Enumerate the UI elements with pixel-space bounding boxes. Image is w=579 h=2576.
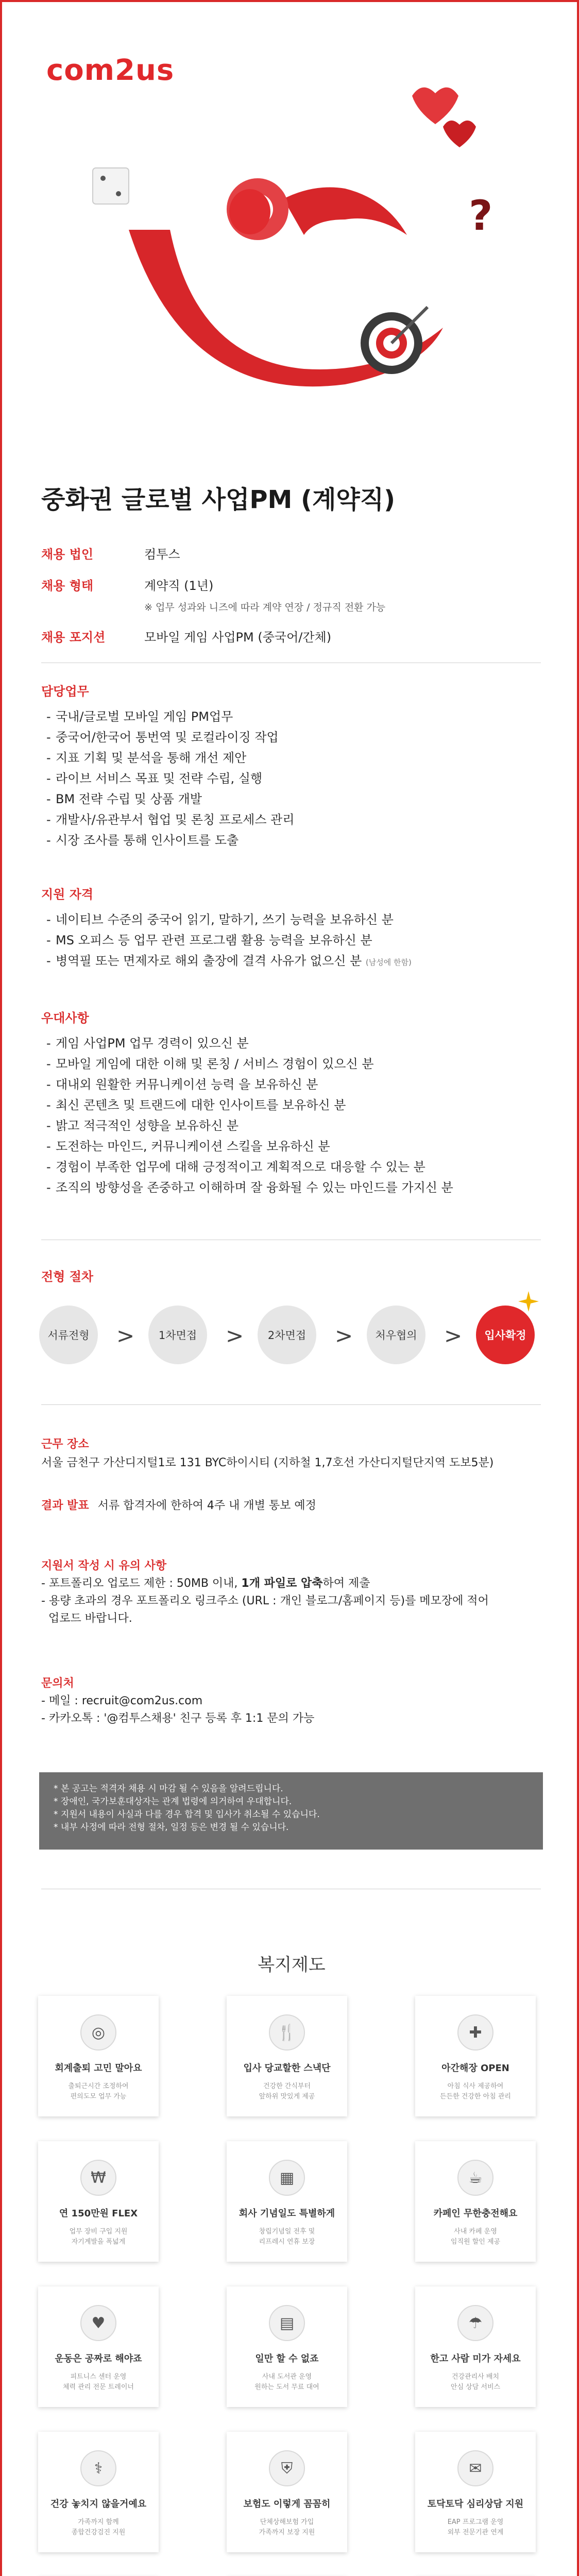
benefit-description-line: 가족까지 함께 [78, 2518, 119, 2526]
calendar-icon: ▦ [269, 2160, 305, 2196]
dumbbell-icon: ♥ [80, 2305, 116, 2341]
list-item: - 네이티브 수준의 중국어 읽기, 말하기, 쓰기 능력을 보유하신 분 [41, 909, 546, 930]
benefit-card [227, 2286, 347, 2407]
benefit-description [442, 2227, 508, 2247]
preferred-list [41, 1033, 546, 1198]
duties-list [41, 706, 546, 851]
food-icon: 🍴 [269, 2014, 305, 2050]
chat-icon: ✉ [457, 2450, 493, 2486]
benefit-card [415, 2286, 536, 2407]
benefit-description-line: 건강관리사 배치 [451, 2373, 500, 2381]
guide-emphasis: 1개 파일로 압축 [241, 1577, 323, 1590]
info-key: 채용 법인 [41, 547, 94, 562]
military-note: (남성에 한함) [365, 958, 412, 967]
result-label: 결과 발표 [41, 1499, 89, 1512]
list-item: - MS 오피스 등 업무 관련 프로그램 활용 능력을 보유하신 분 [41, 930, 546, 951]
location-section [41, 1435, 546, 1472]
guide-section [41, 1557, 546, 1628]
divider [41, 1404, 541, 1405]
requirements-list [41, 909, 546, 973]
email-text[interactable]: 메일 : recruit@com2us.com [48, 1694, 203, 1707]
benefit-card [415, 2141, 536, 2262]
benefit-description-line: 사내 카페 운영 [454, 2228, 497, 2235]
result-section [41, 1497, 546, 1515]
welfare-title: 복지제도 [258, 1955, 326, 1975]
doctor-icon: ✚ [457, 2014, 493, 2050]
benefit-description-line: 업무 장비 구입 지원 [69, 2228, 128, 2235]
cup-icon: ☕ [457, 2160, 493, 2196]
section-title: 전형 절차 [41, 1269, 94, 1284]
job-info [41, 544, 536, 658]
benefit-description-line: 든든한 건강한 아침 관리 [440, 2093, 511, 2100]
benefit-description-line: 앞하위 맛있게 제공 [259, 2093, 315, 2100]
target-icon: ◎ [80, 2014, 116, 2050]
benefit-card [227, 2141, 347, 2262]
preferred-section [41, 1008, 546, 1198]
info-key: 채용 형태 [41, 579, 94, 593]
process-step: 처우협의 [367, 1306, 425, 1364]
list-item: - 최신 콘텐츠 및 트랜드에 대한 인사이트를 보유하신 분 [41, 1095, 546, 1115]
benefit-card [415, 2432, 536, 2552]
list-item: - 게임 사업PM 업무 경력이 있으신 분 [41, 1033, 546, 1054]
list-item: - 조직의 방향성을 존중하고 이해하며 잘 융화될 수 있는 마인드를 가지신 분 [41, 1177, 546, 1198]
benefit-title: 일만 할 수 없죠 [255, 2353, 319, 2364]
benefit-description-line: 가족까지 보장 지원 [259, 2529, 315, 2536]
list-item: - 모바일 게임에 대한 이해 및 론칭 / 서비스 경험이 있으신 분 [41, 1054, 546, 1074]
logo-text: com2us [46, 54, 175, 87]
svg-text:?: ? [469, 192, 493, 240]
location-value: 서울 금천구 가산디지털1로 131 BYC하이시티 (지하철 1,7호선 가산디지털단지역 도보5분) [41, 1456, 494, 1469]
benefit-title: 토닥토닥 심리상담 지원 [427, 2499, 524, 2510]
benefit-description [246, 2372, 327, 2393]
benefit-card [227, 1996, 347, 2116]
notice-line: * 지원서 내용이 사실과 다를 경우 합격 및 입사가 취소될 수 있습니다. [54, 1809, 320, 1820]
contact-kakao: - 카카오톡 : '@컴투스채용' 친구 등록 후 1:1 문의 가능 [41, 1712, 315, 1725]
kakao-text: 카카오톡 : '@컴투스채용' 친구 등록 후 1:1 문의 가능 [48, 1712, 315, 1725]
benefit-description-line: 사내 도서관 운영 [262, 2373, 312, 2381]
section-title: 우대사항 [41, 1011, 89, 1025]
hospital-icon: ⚕ [80, 2450, 116, 2486]
list-item: - 밝고 적극적인 성향을 보유하신 분 [41, 1115, 546, 1136]
process-step: 서류전형 [39, 1306, 98, 1364]
list-item-text: 병역필 또는 면제자로 해외 출장에 결격 사유가 없으신 분 [56, 954, 362, 968]
benefit-title: 연 150만원 FLEX [59, 2208, 138, 2219]
contact-email[interactable]: - 메일 : recruit@com2us.com [41, 1694, 203, 1707]
benefit-title: 아간해장 OPEN [441, 2063, 509, 2074]
benefit-description [442, 2372, 508, 2393]
section-title: 지원서 작성 시 유의 사항 [41, 1560, 167, 1572]
sparkle-icon [518, 1291, 539, 1312]
list-item: - 국내/글로벌 모바일 게임 PM업무 [41, 706, 546, 727]
benefit-description [60, 2081, 137, 2102]
book-icon: ▤ [269, 2305, 305, 2341]
list-item [41, 951, 546, 973]
list-item: - 대내외 원활한 커뮤니케이션 능력 을 보유하신 분 [41, 1074, 546, 1095]
chevron-right-icon: > [116, 1323, 135, 1348]
process-step-final: 입사확정 [476, 1306, 535, 1364]
notice-line: * 내부 사정에 따라 전형 절차, 일정 등은 변경 될 수 있습니다. [54, 1822, 289, 1833]
guide-line: - 포트폴리오 업로드 제한 : 50MB 이내, 1개 파일로 압축하여 제출 [41, 1577, 370, 1590]
info-row-position [41, 627, 536, 645]
list-item: - 도전하는 마인드, 커뮤니케이션 스킬을 보유하신 분 [41, 1136, 546, 1157]
section-title: 문의처 [41, 1677, 74, 1690]
list-item: - BM 전략 수립 및 상품 개발 [41, 789, 546, 809]
benefit-card [415, 1996, 536, 2116]
benefit-description [432, 2081, 519, 2102]
shield-icon: ⛨ [269, 2450, 305, 2486]
benefit-description [55, 2372, 142, 2393]
benefit-description [251, 2227, 323, 2247]
benefit-description-line: 출퇴근시간 조정하여 [68, 2082, 129, 2090]
benefit-card [38, 1996, 159, 2116]
process-step: 2차면접 [258, 1306, 316, 1364]
guide-line: - 용량 초과의 경우 포트폴리오 링크주소 (URL : 개인 블로그/홈페이지 등)를 메모장에 적어 [41, 1595, 489, 1607]
benefit-description-line: 체력 관리 전문 트레이너 [63, 2383, 134, 2391]
list-item: - 개발사/유관부서 협업 및 론칭 프로세스 관리 [41, 809, 546, 830]
info-note: ※ 업무 성과와 니즈에 따라 계약 연장 / 정규직 전환 가능 [144, 602, 386, 613]
benefit-description [61, 2227, 136, 2247]
chevron-right-icon: > [335, 1323, 353, 1348]
list-item: - 라이브 서비스 목표 및 전략 수립, 실행 [41, 768, 546, 789]
info-value: 모바일 게임 사업PM (중국어/간체) [144, 630, 332, 645]
process-section [41, 1266, 546, 1292]
location-label: 근무 장소 [41, 1438, 89, 1451]
benefit-description-line: 건강한 간식부터 [263, 2082, 311, 2090]
benefit-card [38, 2286, 159, 2407]
benefit-description-line: 자기계발을 폭넓게 [71, 2238, 126, 2246]
chevron-right-icon: > [226, 1323, 244, 1348]
benefit-title: 회계출퇴 고민 말아요 [55, 2063, 142, 2074]
benefit-description-line: 편의도모 업무 가능 [70, 2093, 127, 2100]
guide-text: 하여 제출 [322, 1577, 370, 1590]
benefit-description [439, 2517, 512, 2538]
benefit-description-line: 임직원 할인 제공 [450, 2238, 501, 2246]
benefit-description-line: 종합건강검진 지원 [71, 2529, 126, 2536]
benefit-description-line: EAP 프로그램 운영 [447, 2518, 504, 2526]
job-title: 중화권 글로벌 사업PM (계약직) [41, 485, 396, 514]
benefit-title: 카페인 무한충전해요 [433, 2208, 518, 2219]
benefit-title: 보험도 이렇게 꼼꼼히 [243, 2499, 331, 2510]
page-content [15, 13, 568, 2536]
benefit-description-line: 아침 식사 제공하여 [447, 2082, 504, 2090]
coin-icon: ₩ [80, 2160, 116, 2196]
benefit-card [38, 2141, 159, 2262]
list-item: - 중국어/한국어 통번역 및 로컬라이징 작업 [41, 727, 546, 748]
requirements-section [41, 884, 546, 973]
benefit-description-line: 피트니스 센터 운영 [70, 2373, 127, 2381]
process-step: 1차면접 [148, 1306, 207, 1364]
benefit-title: 운동은 공짜로 해야죠 [55, 2353, 142, 2364]
benefit-description-line: 리프레시 연휴 보장 [259, 2238, 315, 2246]
benefit-description [63, 2517, 134, 2538]
duties-section [41, 681, 546, 851]
guide-line: 업로드 바랍니다. [48, 1612, 132, 1625]
list-item: - 지표 기획 및 분석을 통해 개선 제안 [41, 748, 546, 768]
notice-box [39, 1772, 543, 1850]
benefit-title: 입사 당교할한 스낵단 [243, 2063, 331, 2074]
contact-section [41, 1674, 546, 1727]
benefit-description-line: 창립기념일 전후 및 [259, 2228, 315, 2235]
section-title: 담당업무 [41, 684, 89, 699]
hero-banner [15, 13, 568, 456]
chevron-right-icon: > [444, 1323, 463, 1348]
info-value: 계약직 (1년) [144, 579, 214, 593]
benefit-description-line: 원하는 도서 무료 대여 [254, 2383, 319, 2391]
benefit-description-line: 안심 상담 서비스 [450, 2383, 501, 2391]
result-value: 서류 합격자에 한하여 4주 내 개별 통보 예정 [97, 1499, 316, 1512]
benefit-description [251, 2517, 323, 2538]
benefit-description [251, 2081, 323, 2102]
benefit-title: 한고 사람 미가 자세요 [430, 2353, 521, 2364]
notice-line: * 본 공고는 적격자 채용 시 마감 될 수 있음을 알려드립니다. [54, 1784, 283, 1794]
info-key: 채용 포지션 [41, 630, 106, 645]
com2us-logo [46, 54, 174, 87]
guide-text: 용량 초과의 경우 포트폴리오 링크주소 (URL : 개인 블로그/홈페이지 등)를 메모장에 적어 [48, 1595, 489, 1607]
benefit-description-line: 단체상해보험 가입 [260, 2518, 314, 2526]
benefit-title: 회사 기념일도 특별하게 [239, 2208, 335, 2219]
info-row-type [41, 575, 536, 614]
benefit-description-line: 외부 전문기관 연계 [447, 2529, 504, 2536]
process-steps [39, 1306, 549, 1367]
benefit-card [38, 2432, 159, 2552]
info-row-company [41, 544, 536, 562]
notice-line: * 장애인, 국가보훈대상자는 관계 법령에 의거하여 우대합니다. [54, 1797, 292, 1807]
family-icon: ☂ [457, 2305, 493, 2341]
guide-text: 포트폴리오 업로드 제한 : 50MB 이내, [48, 1577, 242, 1590]
info-value: 컴투스 [144, 547, 180, 562]
benefit-card [227, 2432, 347, 2552]
list-item: - 경험이 부족한 업무에 대해 긍정적이고 계획적으로 대응할 수 있는 분 [41, 1157, 546, 1177]
list-item: - 시장 조사를 통해 인사이트를 도출 [41, 830, 546, 851]
benefit-title: 건강 놓치지 않을거예요 [50, 2499, 147, 2510]
section-title: 지원 자격 [41, 887, 94, 902]
